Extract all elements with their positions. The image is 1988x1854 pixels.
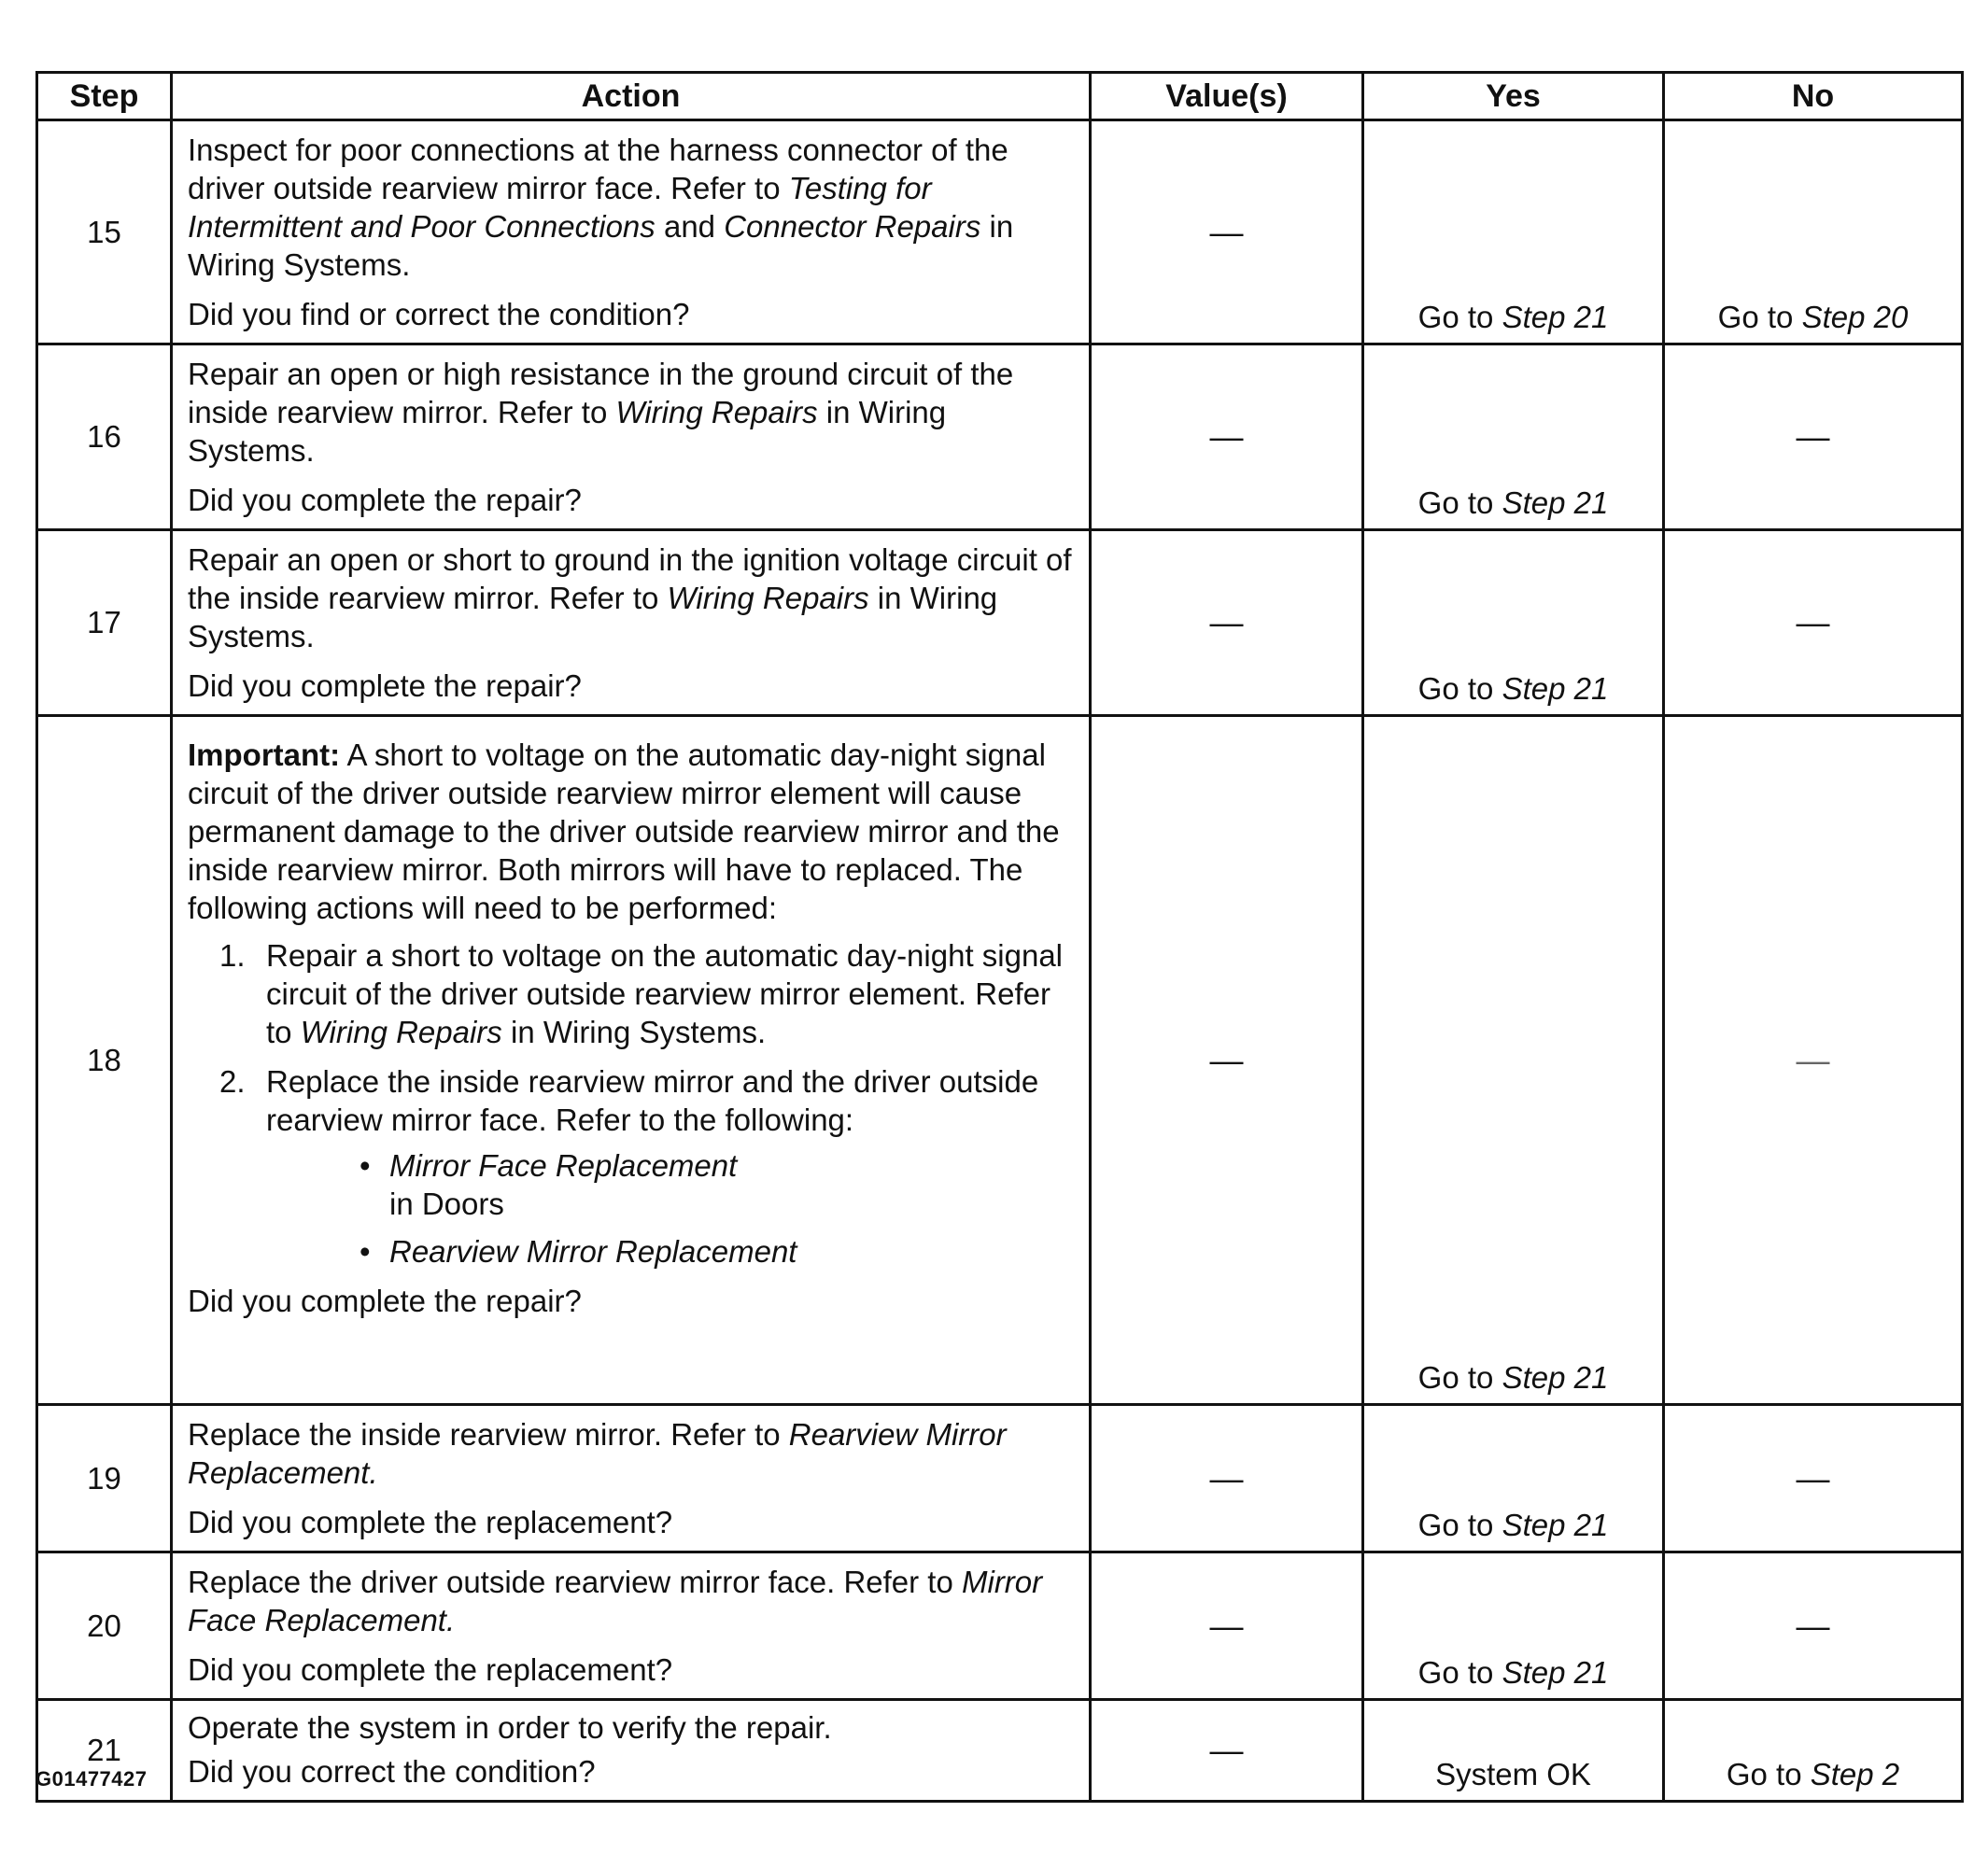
reference-link: Wiring Repairs <box>615 395 818 429</box>
table-row <box>37 1700 1963 1802</box>
action-text-part: Replace the driver outside rearview mirror face. Refer to <box>188 1565 962 1599</box>
no-step-ref: Step 2 <box>1810 1757 1900 1791</box>
table-row <box>37 1552 1963 1700</box>
go-to-label: Go to <box>1417 671 1494 706</box>
list-number: 1. <box>219 938 246 973</box>
header-no: No <box>1664 73 1963 120</box>
important-text: A short to voltage on the automatic day-night signal circuit of the driver outside rearview mirror element will cause permanent damage to the driver outside rearview mirror and the inside rearview mirror. Both mirrors will have to replaced. The following actions will need to be performed: <box>188 737 1060 925</box>
yes-step-ref: Step 21 <box>1502 485 1609 520</box>
action-cell <box>172 716 1091 1405</box>
action-cell <box>172 1552 1091 1700</box>
reference-link: Testing for Intermittent and Poor Connections <box>188 171 932 244</box>
table-row <box>37 1405 1963 1552</box>
question-text: Did you complete the repair? <box>188 483 582 517</box>
action-text-part: Repair an open or short to ground in the ignition voltage circuit of the inside rearview mirror. Refer to <box>188 542 1072 615</box>
step-number: 17 <box>37 530 172 716</box>
list-number: 2. <box>219 1064 246 1099</box>
action-text <box>188 131 1078 284</box>
action-text <box>188 541 1078 655</box>
action-cell <box>172 530 1091 716</box>
list-item <box>188 1062 1078 1271</box>
no-cell: — <box>1664 716 1963 1405</box>
yes-step-ref: Step 21 <box>1502 300 1609 334</box>
question-text: Did you find or correct the condition? <box>188 297 690 331</box>
bullet-icon: • <box>360 1234 371 1269</box>
go-to-label: Go to <box>1417 1360 1494 1395</box>
reference-link: Wiring Repairs <box>667 581 869 615</box>
yes-cell <box>1363 530 1664 716</box>
reference-link: Connector Repairs <box>724 209 981 244</box>
header-action: Action <box>172 73 1091 120</box>
no-cell <box>1664 120 1963 344</box>
header-step: Step <box>37 73 172 120</box>
go-to-label: Go to <box>1417 1655 1494 1690</box>
no-cell <box>1664 1700 1963 1802</box>
action-text-part: Replace the inside rearview mirror. Refer to <box>188 1417 789 1452</box>
important-label: Important: <box>188 737 341 772</box>
step-number: 19 <box>37 1405 172 1552</box>
yes-cell <box>1363 716 1664 1405</box>
step-number: 18 <box>37 716 172 1405</box>
important-note <box>188 736 1078 927</box>
go-to-label: Go to <box>1417 300 1494 334</box>
action-text <box>188 355 1078 470</box>
yes-cell <box>1363 120 1664 344</box>
no-step-ref: Step 20 <box>1801 300 1909 334</box>
diagnostic-table <box>35 71 1964 1803</box>
action-text-part: Inspect for poor connections at the harness connector of the driver outside rearview mirror face. Refer to <box>188 133 1008 205</box>
value-cell: — <box>1091 344 1363 530</box>
action-text <box>188 1415 1078 1492</box>
go-to-label: Go to <box>1417 485 1494 520</box>
action-text-part: in Wiring Systems. <box>188 581 998 653</box>
list-item <box>188 936 1078 1051</box>
value-cell: — <box>1091 716 1363 1405</box>
question-text: Did you correct the condition? <box>188 1754 596 1789</box>
step-number: 20 <box>37 1552 172 1700</box>
question-text: Did you complete the repair? <box>188 1284 582 1318</box>
yes-step-ref: Step 21 <box>1502 1360 1609 1395</box>
figure-id: G01477427 <box>35 1767 148 1791</box>
action-text-part: Repair an open or high resistance in the ground circuit of the inside rearview mirror. Refer to <box>188 357 1014 429</box>
no-cell: — <box>1664 1552 1963 1700</box>
reference-link: Mirror Face Replacement. <box>188 1565 1043 1637</box>
table-row <box>37 344 1963 530</box>
yes-cell: System OK <box>1363 1700 1664 1802</box>
value-cell: — <box>1091 530 1363 716</box>
yes-step-ref: Step 21 <box>1502 1508 1609 1542</box>
bullet-icon: • <box>360 1148 371 1183</box>
value-cell: — <box>1091 1552 1363 1700</box>
action-cell <box>172 1700 1091 1802</box>
reference-link: Wiring Repairs <box>300 1015 502 1049</box>
reference-link: Rearview Mirror Replacement <box>389 1234 797 1269</box>
action-text <box>188 1563 1078 1639</box>
no-cell: — <box>1664 1405 1963 1552</box>
action-text: Operate the system in order to verify the repair. <box>188 1710 832 1745</box>
reference-link: Mirror Face Replacement <box>389 1148 738 1183</box>
go-to-label: Go to <box>1417 1508 1494 1542</box>
yes-cell <box>1363 1405 1664 1552</box>
header-values: Value(s) <box>1091 73 1363 120</box>
yes-step-ref: Step 21 <box>1502 1655 1609 1690</box>
action-cell <box>172 1405 1091 1552</box>
action-cell <box>172 344 1091 530</box>
no-cell: — <box>1664 344 1963 530</box>
numbered-list <box>188 936 1078 1271</box>
question-text: Did you complete the replacement? <box>188 1652 673 1687</box>
action-text-part: in Wiring Systems. <box>188 209 1014 282</box>
table-row <box>37 716 1963 1405</box>
question-text: Did you complete the replacement? <box>188 1505 673 1539</box>
step-number: 16 <box>37 344 172 530</box>
reference-link: Rearview Mirror Replacement. <box>188 1417 1007 1490</box>
question-text: Did you complete the repair? <box>188 668 582 703</box>
list-text: Repair a short to voltage on the automatic day-night signal circuit of the driver outside rearview mirror element. Refer to <box>266 938 1064 1049</box>
step-number: 21 <box>37 1700 172 1802</box>
go-to-label: Go to <box>1726 1757 1802 1791</box>
value-cell: — <box>1091 1700 1363 1802</box>
go-to-label: Go to <box>1717 300 1794 334</box>
no-cell: — <box>1664 530 1963 716</box>
yes-step-ref: Step 21 <box>1502 671 1609 706</box>
value-cell: — <box>1091 1405 1363 1552</box>
table-row <box>37 530 1963 716</box>
table-row <box>37 120 1963 344</box>
action-cell <box>172 120 1091 344</box>
bullet-item <box>266 1146 1078 1223</box>
bullet-text: in Doors <box>389 1187 504 1221</box>
table-header-row <box>37 73 1963 120</box>
bullet-item <box>266 1232 1078 1271</box>
list-text: in Wiring Systems. <box>501 1015 767 1049</box>
yes-cell <box>1363 1552 1664 1700</box>
list-text: Replace the inside rearview mirror and the driver outside rearview mirror face. Refer to the following: <box>266 1064 1039 1137</box>
value-cell: — <box>1091 120 1363 344</box>
yes-cell <box>1363 344 1664 530</box>
action-text-part: and <box>655 209 725 244</box>
action-text-part: in Wiring Systems. <box>188 395 947 468</box>
step-number: 15 <box>37 120 172 344</box>
header-yes: Yes <box>1363 73 1664 120</box>
bullet-list <box>266 1146 1078 1271</box>
